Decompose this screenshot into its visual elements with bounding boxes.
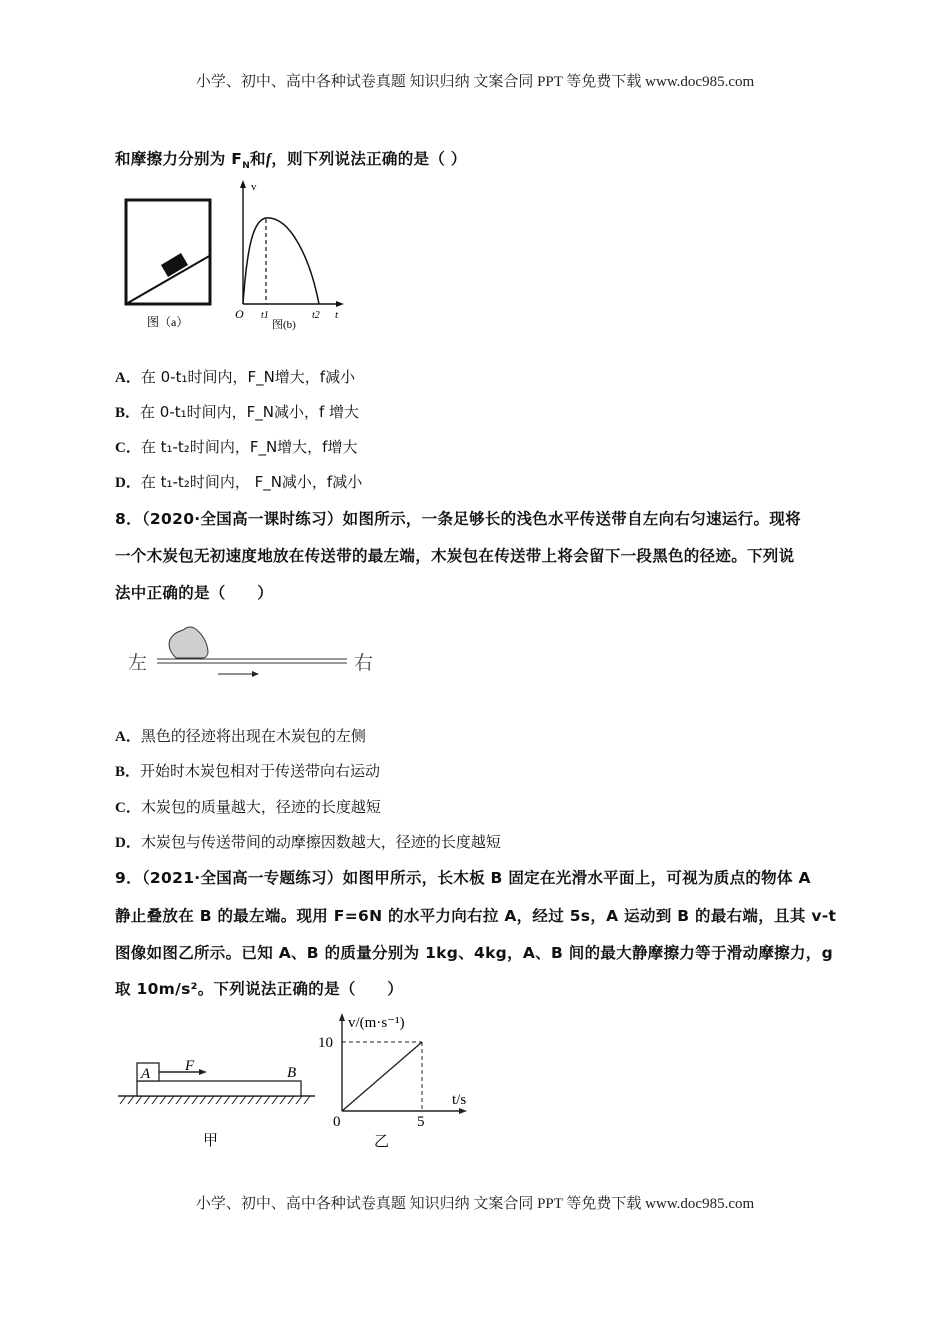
block-a-label: A: [141, 1066, 151, 1082]
option-text: 木炭包与传送带间的动摩擦因数越大，径迹的长度越短: [140, 833, 501, 851]
q8-option-c: [115, 796, 381, 817]
q7-stem-f: f: [265, 151, 272, 168]
option-text: 在 t₁-t₂时间内， F_N减小，f减小: [140, 473, 363, 491]
option-letter: B．: [115, 405, 141, 421]
figure-b-graph: [240, 180, 344, 307]
board-b-label: B: [287, 1065, 297, 1081]
q8-conveyor-figure: [125, 625, 385, 685]
charcoal-bag: [169, 627, 208, 658]
figure-yi-caption: 乙: [374, 1134, 390, 1150]
force-arrow-icon: [199, 1069, 207, 1075]
figure-b-y-label: v: [251, 181, 257, 193]
figure-b-caption: 图(b): [272, 319, 296, 331]
figure-a-incline: [126, 200, 211, 304]
option-letter: C．: [115, 800, 141, 816]
q8-option-a: [115, 725, 366, 746]
figure-b-t2: t2: [312, 310, 320, 321]
option-text: 在 0-t₁时间内，F_N增大，f减小: [140, 368, 356, 386]
q7-option-c: [115, 436, 357, 457]
option-letter: B．: [115, 764, 141, 780]
figure-yi-y-tick: 10: [318, 1035, 333, 1051]
option-text: 木炭包的质量越大，径迹的长度越短: [140, 798, 381, 816]
figure-b-x-label: t: [335, 309, 339, 321]
q7-stem-mid: 和: [250, 150, 266, 168]
figure-yi-origin: 0: [333, 1114, 341, 1130]
q8-stem-line-2: 一个木炭包无初速度地放在传送带的最左端，木炭包在传送带上将会留下一段黑色的径迹。下列说: [115, 547, 795, 565]
option-letter: A．: [115, 370, 141, 386]
q7-option-d: [115, 471, 362, 492]
left-label: 左: [128, 653, 148, 674]
q9-figures: [115, 1008, 485, 1153]
option-letter: D．: [115, 835, 141, 851]
q7-option-b: [115, 401, 359, 422]
figure-jia-caption: 甲: [203, 1133, 219, 1149]
option-text: 在 t₁-t₂时间内，F_N增大，f增大: [140, 438, 358, 456]
q9-stem-line-4: 取 10m/s²。下列说法正确的是（ ）: [115, 980, 404, 998]
q8-stem-line-1: 8．（2020·全国高一课时练习）如图所示，一条足够长的浅色水平传送带自左向右匀速运行。现将: [115, 510, 801, 528]
q7-figures: [115, 178, 355, 333]
arrow-right-icon: [252, 671, 259, 677]
figure-yi-x-label: t/s: [452, 1092, 467, 1108]
option-letter: C．: [115, 440, 141, 456]
option-text: 开始时木炭包相对于传送带向右运动: [140, 762, 381, 780]
q8-option-d: [115, 831, 501, 852]
option-letter: D．: [115, 475, 141, 491]
q7-stem-post: ，则下列说法正确的是（ ）: [271, 150, 467, 168]
q7-stem-pre: 和摩擦力分别为 F: [115, 150, 243, 168]
figure-b-t1: t1: [261, 310, 269, 321]
figure-a-caption: 图（a）: [147, 315, 189, 329]
board-b: [137, 1081, 301, 1096]
figure-yi-y-label: v/(m·s⁻¹): [348, 1015, 405, 1031]
figure-b-origin: O: [235, 307, 244, 321]
q9-stem-line-2: 静止叠放在 B 的最左端。现用 F=6N 的水平力向右拉 A，经过 5s，A 运动到 B 的最右端，且其 v-t: [115, 907, 837, 925]
page-footer: 小学、初中、高中各种试卷真题 知识归纳 文案合同 PPT 等免费下载 www.doc985.com: [195, 1196, 755, 1212]
right-label: 右: [354, 653, 374, 674]
q7-stem-sub: N: [242, 161, 251, 172]
option-text: 黑色的径迹将出现在木炭包的左侧: [140, 727, 366, 745]
q9-stem-line-3: 图像如图乙所示。已知 A、B 的质量分别为 1kg、4kg，A、B 间的最大静摩擦力等于滑动摩擦力，g: [115, 944, 833, 962]
q8-option-b: [115, 760, 380, 781]
figure-yi-x-tick: 5: [417, 1114, 425, 1130]
page-header: 小学、初中、高中各种试卷真题 知识归纳 文案合同 PPT 等免费下载 www.doc985.com: [195, 74, 755, 90]
option-letter: A．: [115, 729, 141, 745]
q8-stem-line-3: 法中正确的是（ ）: [115, 584, 274, 602]
q7-option-a: [115, 366, 355, 387]
force-label: F: [185, 1058, 195, 1074]
option-text: 在 0-t₁时间内，F_N减小，f 增大: [140, 403, 360, 421]
q9-stem-line-1: 9．（2021·全国高一专题练习）如图甲所示，长木板 B 固定在光滑水平面上，可视为质点的物体 A: [115, 869, 811, 887]
q7-stem: [115, 147, 467, 171]
